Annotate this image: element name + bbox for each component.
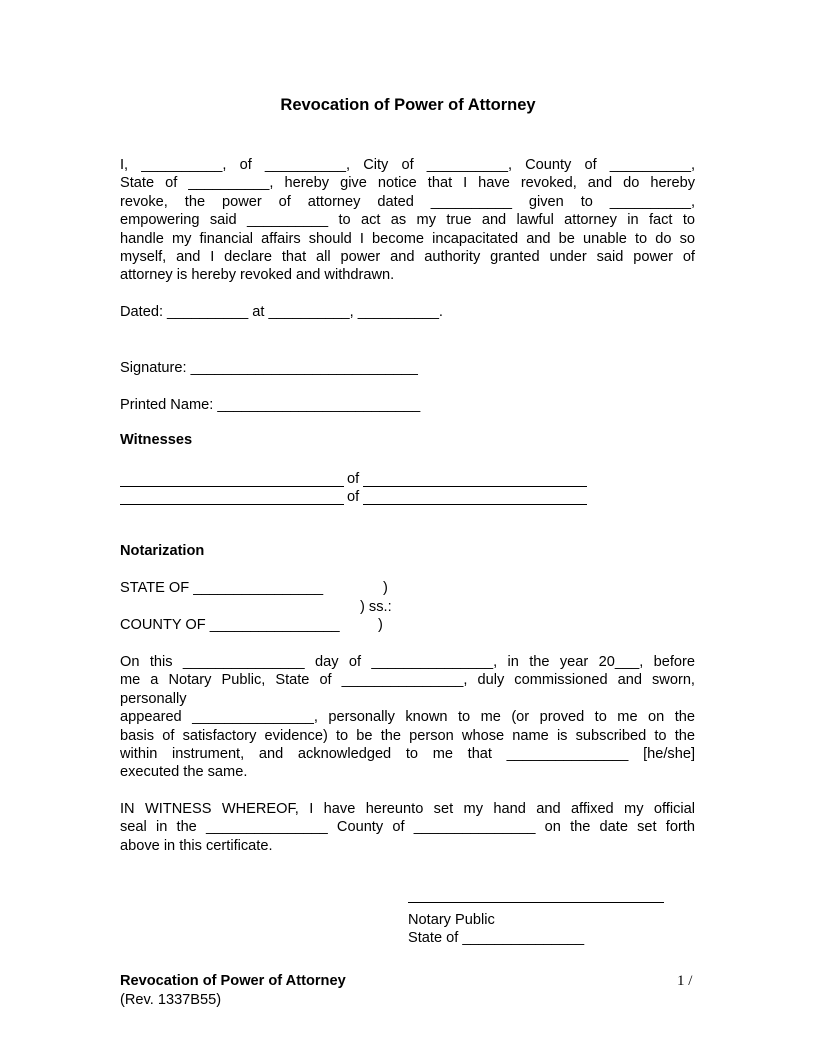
paragraph-line: appeared _______________, personally known to me (or proved to me on the — [120, 709, 695, 726]
notary-public-label: Notary Public — [408, 912, 495, 928]
notary-signature-rule — [408, 902, 664, 903]
revocation-paragraph — [120, 156, 695, 285]
witness-2-name-rule — [120, 504, 344, 505]
venue-ss: ) ss.: — [360, 599, 392, 615]
paragraph-line: within instrument, and acknowledged to me that _______________ [he/she] — [120, 746, 695, 763]
venue-paren: ) — [383, 580, 388, 596]
footer-title: Revocation of Power of Attorney — [120, 973, 346, 989]
printed-name-line: Printed Name: _________________________ — [120, 397, 421, 413]
notary-state-line: State of _______________ — [408, 930, 585, 946]
witness-whereof-paragraph — [120, 800, 695, 855]
witness-2-location-rule — [363, 504, 587, 505]
paragraph-line: personally — [120, 690, 187, 707]
signature-line: Signature: ____________________________ — [120, 360, 418, 376]
venue-paren: ) — [378, 617, 383, 633]
paragraph-line: executed the same. — [120, 764, 248, 781]
witnesses-heading: Witnesses — [120, 432, 193, 448]
county-of-line: COUNTY OF ________________ — [120, 617, 340, 633]
paragraph-line: basis of satisfactory evidence) to be the person whose name is subscribed to the — [120, 727, 695, 744]
paragraph-line: On this _______________ day of _______________, in the year 20___, before — [120, 654, 695, 670]
footer-page-number: 1 / — [677, 973, 693, 989]
paragraph-line: revoke, the power of attorney dated __________ given to __________, — [120, 193, 695, 210]
dated-line: Dated: __________ at __________, __________. — [120, 304, 443, 320]
witness-1-name-rule — [120, 486, 344, 487]
paragraph-line: myself, and I declare that all power and authority granted under said power of — [120, 249, 695, 266]
paragraph-line: I, __________, of __________, City of __________, County of __________, — [120, 157, 695, 173]
state-of-line: STATE OF ________________ — [120, 580, 324, 596]
paragraph-line: attorney is hereby revoked and withdrawn. — [120, 267, 395, 284]
footer-revision: (Rev. 1337B55) — [120, 992, 222, 1008]
page-title: Revocation of Power of Attorney — [280, 96, 536, 114]
paragraph-line: seal in the _______________ County of _______________ on the date set forth — [120, 819, 695, 836]
paragraph-line: State of __________, hereby give notice that I have revoked, and do hereby — [120, 175, 695, 192]
notary-paragraph — [120, 653, 695, 782]
paragraph-line: IN WITNESS WHEREOF, I have hereunto set my hand and affixed my official — [120, 801, 695, 817]
paragraph-line: handle my financial affairs should I become incapacitated and be unable to do so — [120, 230, 695, 247]
witness-2-of-label: of — [347, 489, 360, 505]
witness-1-of-label: of — [347, 471, 360, 487]
paragraph-line: above in this certificate. — [120, 837, 273, 854]
witness-1-location-rule — [363, 486, 587, 487]
paragraph-line: me a Notary Public, State of _______________, duly commissioned and sworn, — [120, 672, 695, 689]
notarization-heading: Notarization — [120, 543, 205, 559]
paragraph-line: empowering said __________ to act as my true and lawful attorney in fact to — [120, 212, 695, 229]
